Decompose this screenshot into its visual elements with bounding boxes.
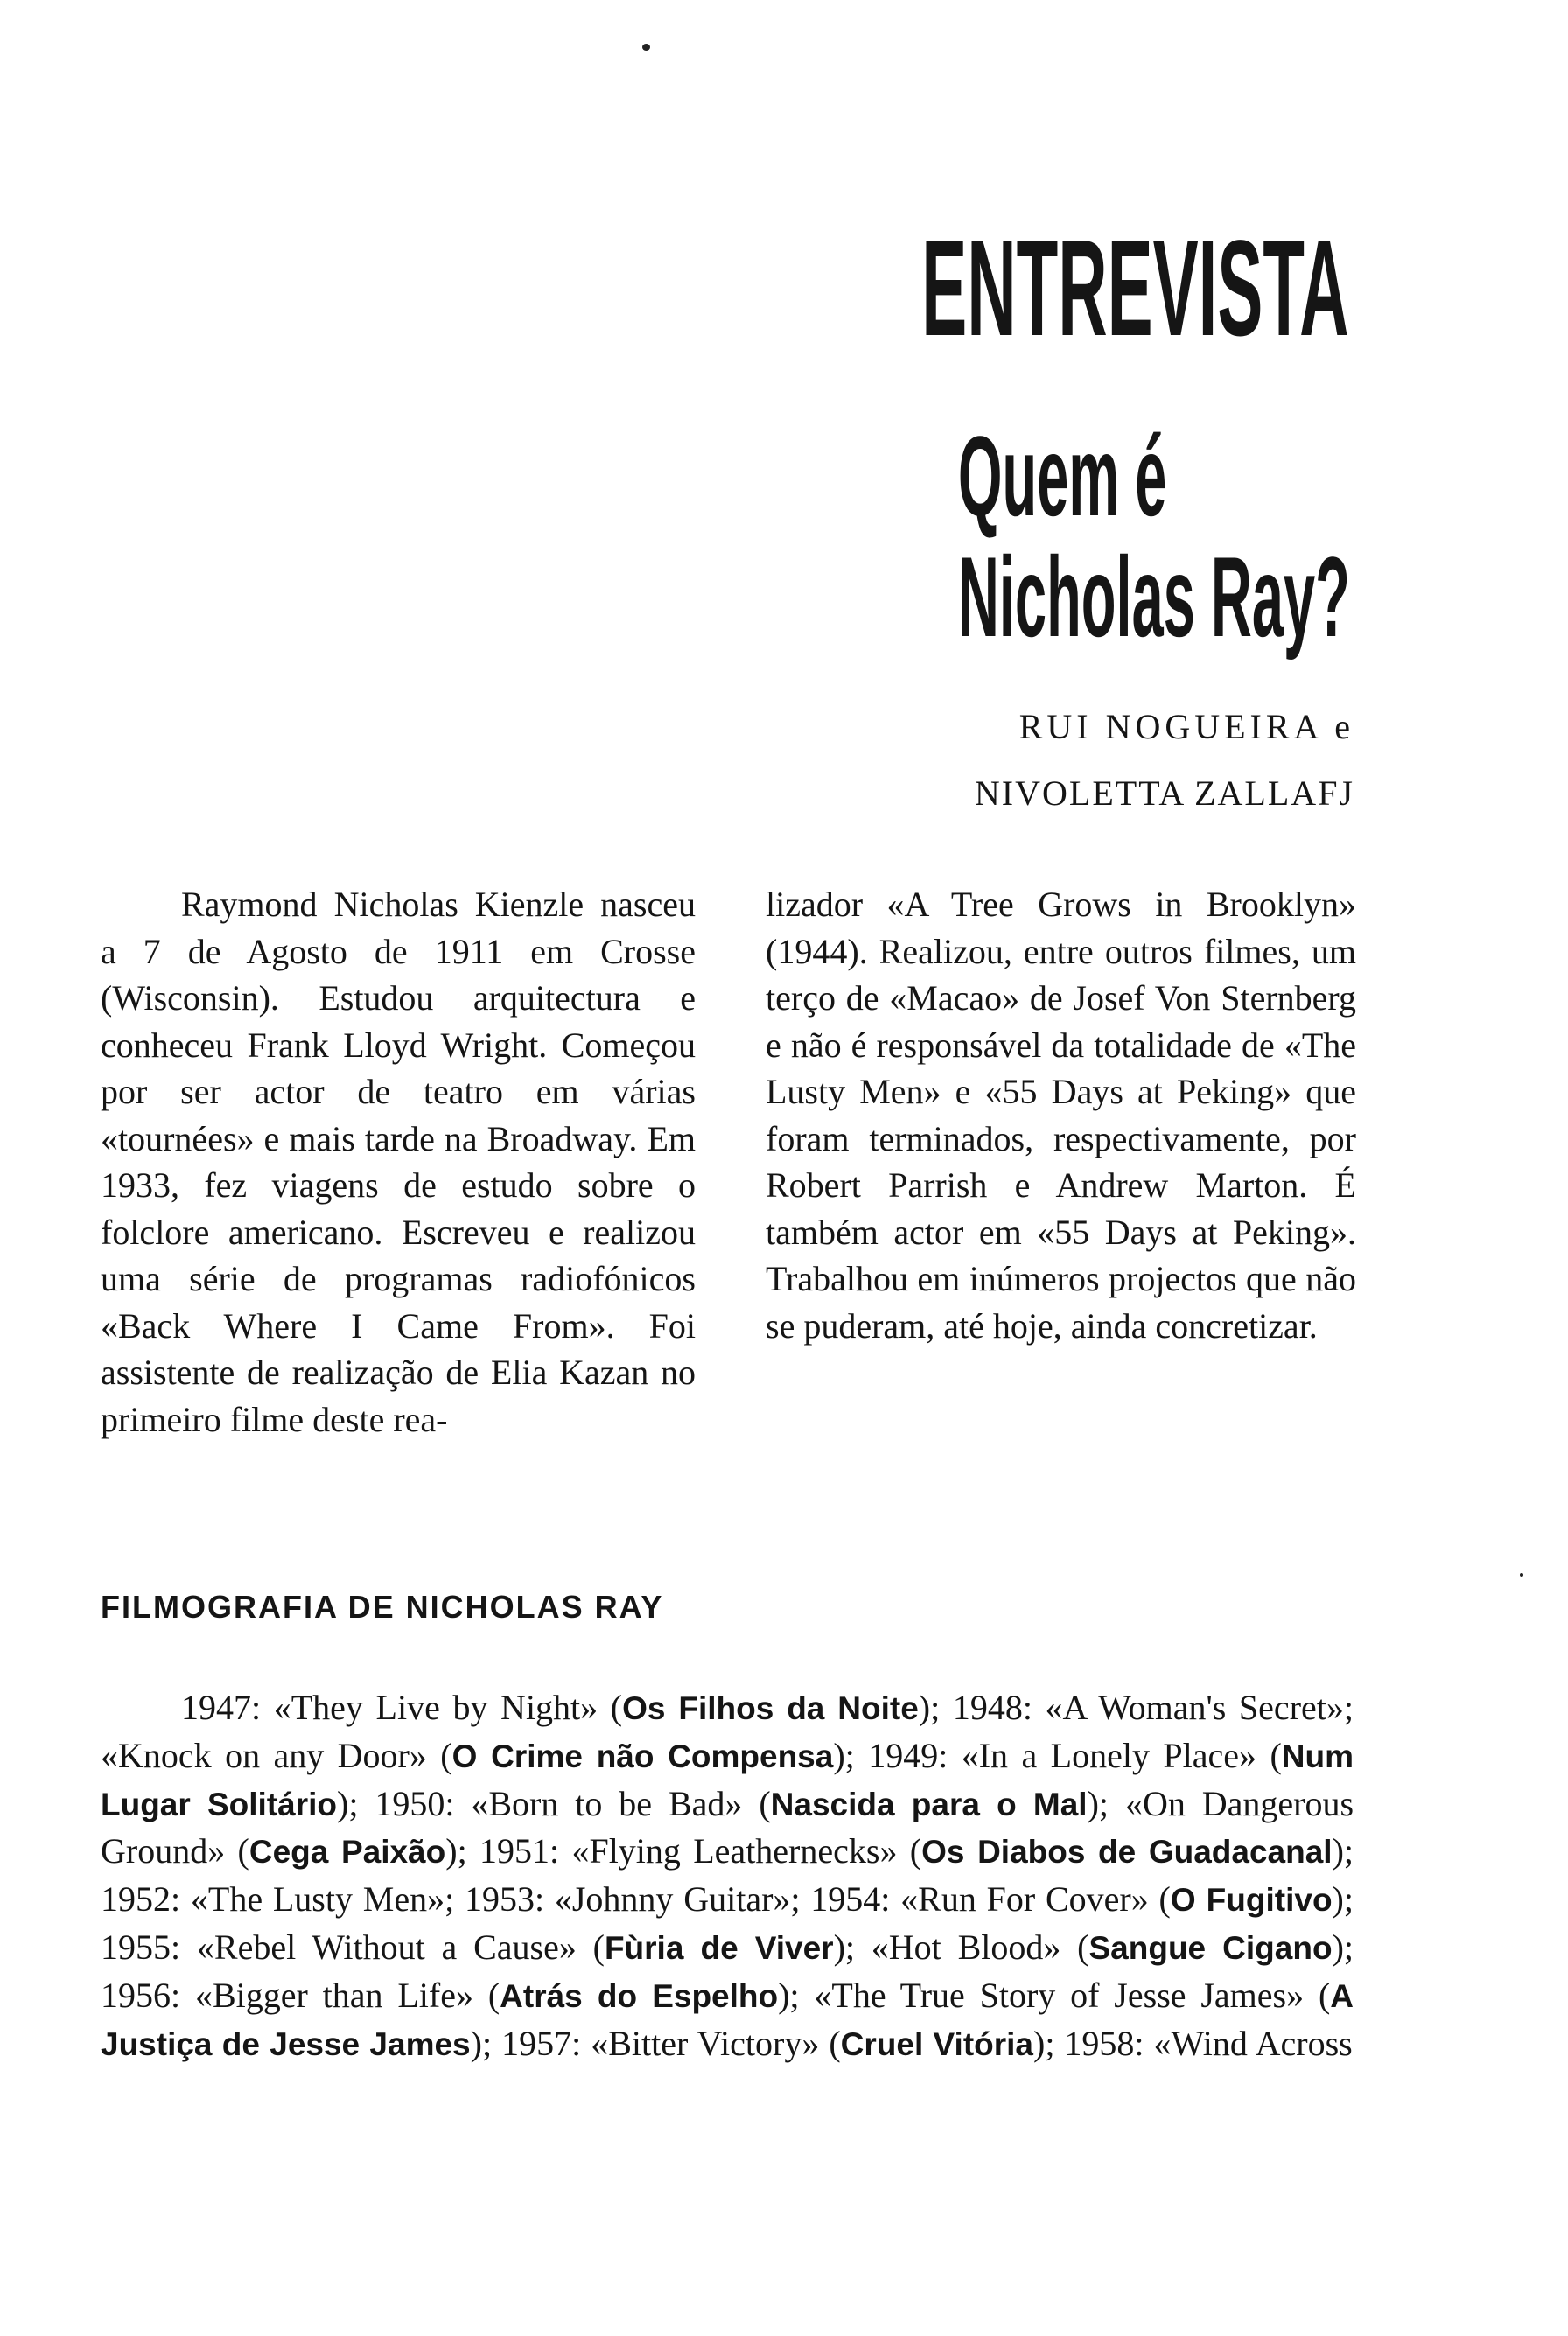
film-entry: ); 1957: «Bitter Victory» ( bbox=[470, 2023, 841, 2063]
film-entry: ); 1948: «A Woman's Secret»; «Knock on any Door» ( bbox=[101, 1688, 1354, 1775]
film-title-pt: O Crime não Compensa bbox=[452, 1738, 834, 1774]
film-entry: ); «The True Story of Jesse James» ( bbox=[778, 1975, 1331, 2015]
film-title-pt: A Justiça de Jesse James bbox=[101, 1977, 1354, 2062]
byline-author-1: RUI NOGUEIRA e bbox=[1018, 707, 1354, 746]
film-title-pt: Nascida para o Mal bbox=[770, 1786, 1088, 1822]
film-entry: ); 1958: «Wind Across bbox=[1033, 2023, 1353, 2063]
film-entry: ); 1950: «Born to be Bad» ( bbox=[337, 1783, 771, 1823]
film-title-pt: Sangue Cigano bbox=[1088, 1929, 1333, 1966]
film-entry: ); 1956: «Bigger than Life» ( bbox=[101, 1927, 1354, 2015]
film-title-pt: Cruel Vitória bbox=[840, 2025, 1033, 2062]
film-title-pt: O Fugitivo bbox=[1170, 1882, 1333, 1919]
body-right-column: lizador «A Tree Grows in Brooklyn» (1944). Realizou, entre outros filmes, um terço de «Macao» de Josef Von Sternberg e não é responsável da totalidade de «The Lusty Men» e «55 Days at Peking» que foram terminados, respectivamente, por Robert Parrish e Andrew Marton. É também actor em «55 Days at Peking». Trabalhou em inúmeros projectos que não se puderam, até hoje, ainda concretizar. bbox=[766, 885, 1356, 1346]
film-entry: ); 1952: «The Lusty Men»; 1953: «Johnny Guitar»; 1954: «Run For Cover» ( bbox=[101, 1831, 1354, 1920]
print-speck bbox=[642, 44, 650, 51]
film-title-pt: Num Lugar Solitário bbox=[101, 1738, 1354, 1822]
film-entry: ); 1955: «Rebel Without a Cause» ( bbox=[101, 1879, 1354, 1967]
film-entry: ); «Hot Blood» ( bbox=[833, 1927, 1089, 1967]
byline-author-2: NIVOLETTA ZALLAFJ bbox=[974, 773, 1354, 813]
headline-line-1: Quem é bbox=[958, 412, 1167, 540]
film-title-pt: Os Filhos da Noite bbox=[622, 1690, 919, 1726]
film-title-pt: Fùria de Viver bbox=[604, 1929, 834, 1966]
article-headline bbox=[958, 412, 1350, 661]
body-left-column: Raymond Nicholas Kienzle nasceu a 7 de Agosto de 1911 em Crosse (Wisconsin). Estudou arquitectura e conheceu Frank Lloyd Wright. Começou por ser actor de teatro em várias «tournées» e mais tarde na Broadway. Em 1933, fez viagens de estudo sobre o folclore americano. Escreveu e realizou uma série de programas radiofónicos «Back Where I Came From». Foi assistente de realização de Elia Kazan no primeiro filme deste rea- bbox=[101, 885, 696, 1439]
filmography-text bbox=[101, 1684, 1354, 2067]
film-entry: 1947: «They Live by Night» ( bbox=[181, 1688, 623, 1727]
film-entry: ); 1949: «In a Lonely Place» ( bbox=[833, 1735, 1282, 1775]
film-title-pt: Atrás do Espelho bbox=[500, 1977, 779, 2014]
byline bbox=[975, 694, 1354, 827]
film-entry: ); 1951: «Flying Leathernecks» ( bbox=[445, 1831, 922, 1871]
print-speck bbox=[1520, 1573, 1523, 1577]
headline-line-2: Nicholas Ray? bbox=[958, 533, 1350, 661]
filmography-title: FILMOGRAFIA DE NICHOLAS RAY bbox=[101, 1589, 664, 1625]
film-entry: ); «On Dangerous Ground» ( bbox=[101, 1783, 1354, 1871]
film-title-pt: Cega Paixão bbox=[248, 1834, 446, 1871]
section-kicker: ENTREVISTA bbox=[921, 213, 1349, 365]
film-title-pt: Os Diabos de Guadacanal bbox=[921, 1834, 1333, 1871]
